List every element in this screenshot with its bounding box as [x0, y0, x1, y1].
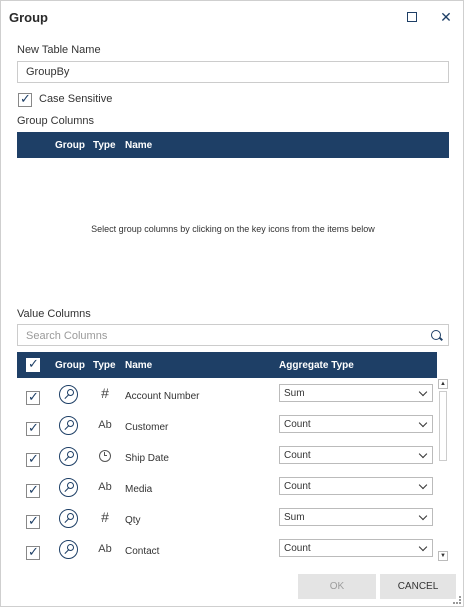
aggregate-value: Count: [284, 419, 311, 430]
chevron-down-icon: [419, 388, 427, 396]
column-name: Customer: [125, 422, 169, 433]
table-row: [17, 475, 437, 506]
text-type-icon: Ab: [98, 419, 112, 431]
checkmark-icon: ✓: [28, 451, 39, 466]
chevron-down-icon: [419, 512, 427, 520]
group-columns-list: [17, 158, 449, 299]
select-all-checkbox[interactable]: [26, 358, 40, 372]
table-row: [17, 537, 437, 565]
chevron-down-icon: [419, 481, 427, 489]
table-name-input[interactable]: GroupBy: [17, 61, 449, 83]
aggregate-value: Count: [284, 481, 311, 492]
checkmark-icon: ✓: [28, 389, 39, 404]
number-type-icon: #: [101, 385, 109, 401]
aggregate-value: Count: [284, 543, 311, 554]
case-sensitive-checkbox[interactable]: [18, 93, 32, 107]
header-name: Name: [125, 140, 153, 151]
aggregate-value: Sum: [284, 388, 305, 399]
header-group: Group: [55, 140, 85, 151]
value-columns-label: Value Columns: [17, 308, 91, 320]
checkmark-icon: ✓: [28, 544, 39, 559]
number-type-icon: #: [101, 509, 109, 525]
key-icon[interactable]: [59, 478, 78, 497]
column-name: Ship Date: [125, 453, 169, 464]
clock-icon: [99, 450, 111, 462]
title-bar: [1, 1, 463, 35]
aggregate-select[interactable]: [279, 539, 433, 557]
checkmark-icon: ✓: [28, 513, 39, 528]
header-type: Type: [93, 360, 116, 371]
dialog-title: Group: [9, 10, 48, 25]
close-button[interactable]: [438, 9, 454, 25]
aggregate-select[interactable]: [279, 477, 433, 495]
table-row: [17, 413, 437, 444]
maximize-icon: [407, 12, 417, 22]
row-checkbox[interactable]: [26, 422, 40, 436]
maximize-button[interactable]: [404, 9, 420, 25]
scroll-thumb[interactable]: [439, 391, 447, 461]
chevron-down-icon: [419, 450, 427, 458]
aggregate-value: Count: [284, 450, 311, 461]
close-icon: ✕: [440, 9, 452, 25]
header-aggregate-type: Aggregate Type: [279, 360, 354, 371]
column-name: Contact: [125, 546, 160, 557]
column-name: Account Number: [125, 391, 200, 402]
scroll-up-icon[interactable]: ▲: [438, 379, 448, 389]
key-icon[interactable]: [59, 385, 78, 404]
search-input[interactable]: [24, 327, 428, 345]
checkmark-icon: ✓: [28, 420, 39, 435]
search-box: [17, 324, 449, 346]
table-row: [17, 506, 437, 537]
key-icon[interactable]: [59, 416, 78, 435]
dialog-footer: [1, 567, 463, 606]
checkmark-icon: ✓: [20, 91, 31, 106]
column-name: Qty: [125, 515, 141, 526]
search-icon[interactable]: [431, 330, 441, 340]
header-name: Name: [125, 360, 153, 371]
aggregate-select[interactable]: [279, 508, 433, 526]
key-icon[interactable]: [59, 509, 78, 528]
value-columns-header: [17, 352, 437, 378]
value-columns-scrollbar[interactable]: [438, 379, 449, 565]
text-type-icon: Ab: [98, 543, 112, 555]
chevron-down-icon: [419, 543, 427, 551]
table-name-label: New Table Name: [17, 44, 101, 56]
value-columns-list: [17, 379, 437, 565]
key-icon[interactable]: [59, 540, 78, 559]
scroll-down-icon[interactable]: ▼: [438, 551, 448, 561]
key-icon[interactable]: [59, 447, 78, 466]
header-type: Type: [93, 140, 116, 151]
aggregate-select[interactable]: [279, 415, 433, 433]
row-checkbox[interactable]: [26, 515, 40, 529]
column-name: Media: [125, 484, 153, 495]
case-sensitive-label: Case Sensitive: [39, 93, 113, 105]
group-columns-empty-message: Select group columns by clicking on the key icons from the items below: [91, 224, 375, 234]
resize-grip-icon[interactable]: [453, 596, 461, 604]
row-checkbox[interactable]: [26, 484, 40, 498]
cancel-button[interactable]: CANCEL: [380, 574, 456, 599]
table-row: [17, 382, 437, 413]
ok-button[interactable]: OK: [298, 574, 376, 599]
row-checkbox[interactable]: [26, 546, 40, 560]
row-checkbox[interactable]: [26, 391, 40, 405]
text-type-icon: Ab: [98, 481, 112, 493]
row-checkbox[interactable]: [26, 453, 40, 467]
header-group: Group: [55, 360, 85, 371]
aggregate-value: Sum: [284, 512, 305, 523]
group-columns-label: Group Columns: [17, 115, 95, 127]
group-columns-header: [17, 132, 449, 159]
chevron-down-icon: [419, 419, 427, 427]
table-row: [17, 444, 437, 475]
aggregate-select[interactable]: [279, 384, 433, 402]
checkmark-icon: ✓: [28, 356, 39, 371]
aggregate-select[interactable]: [279, 446, 433, 464]
checkmark-icon: ✓: [28, 482, 39, 497]
